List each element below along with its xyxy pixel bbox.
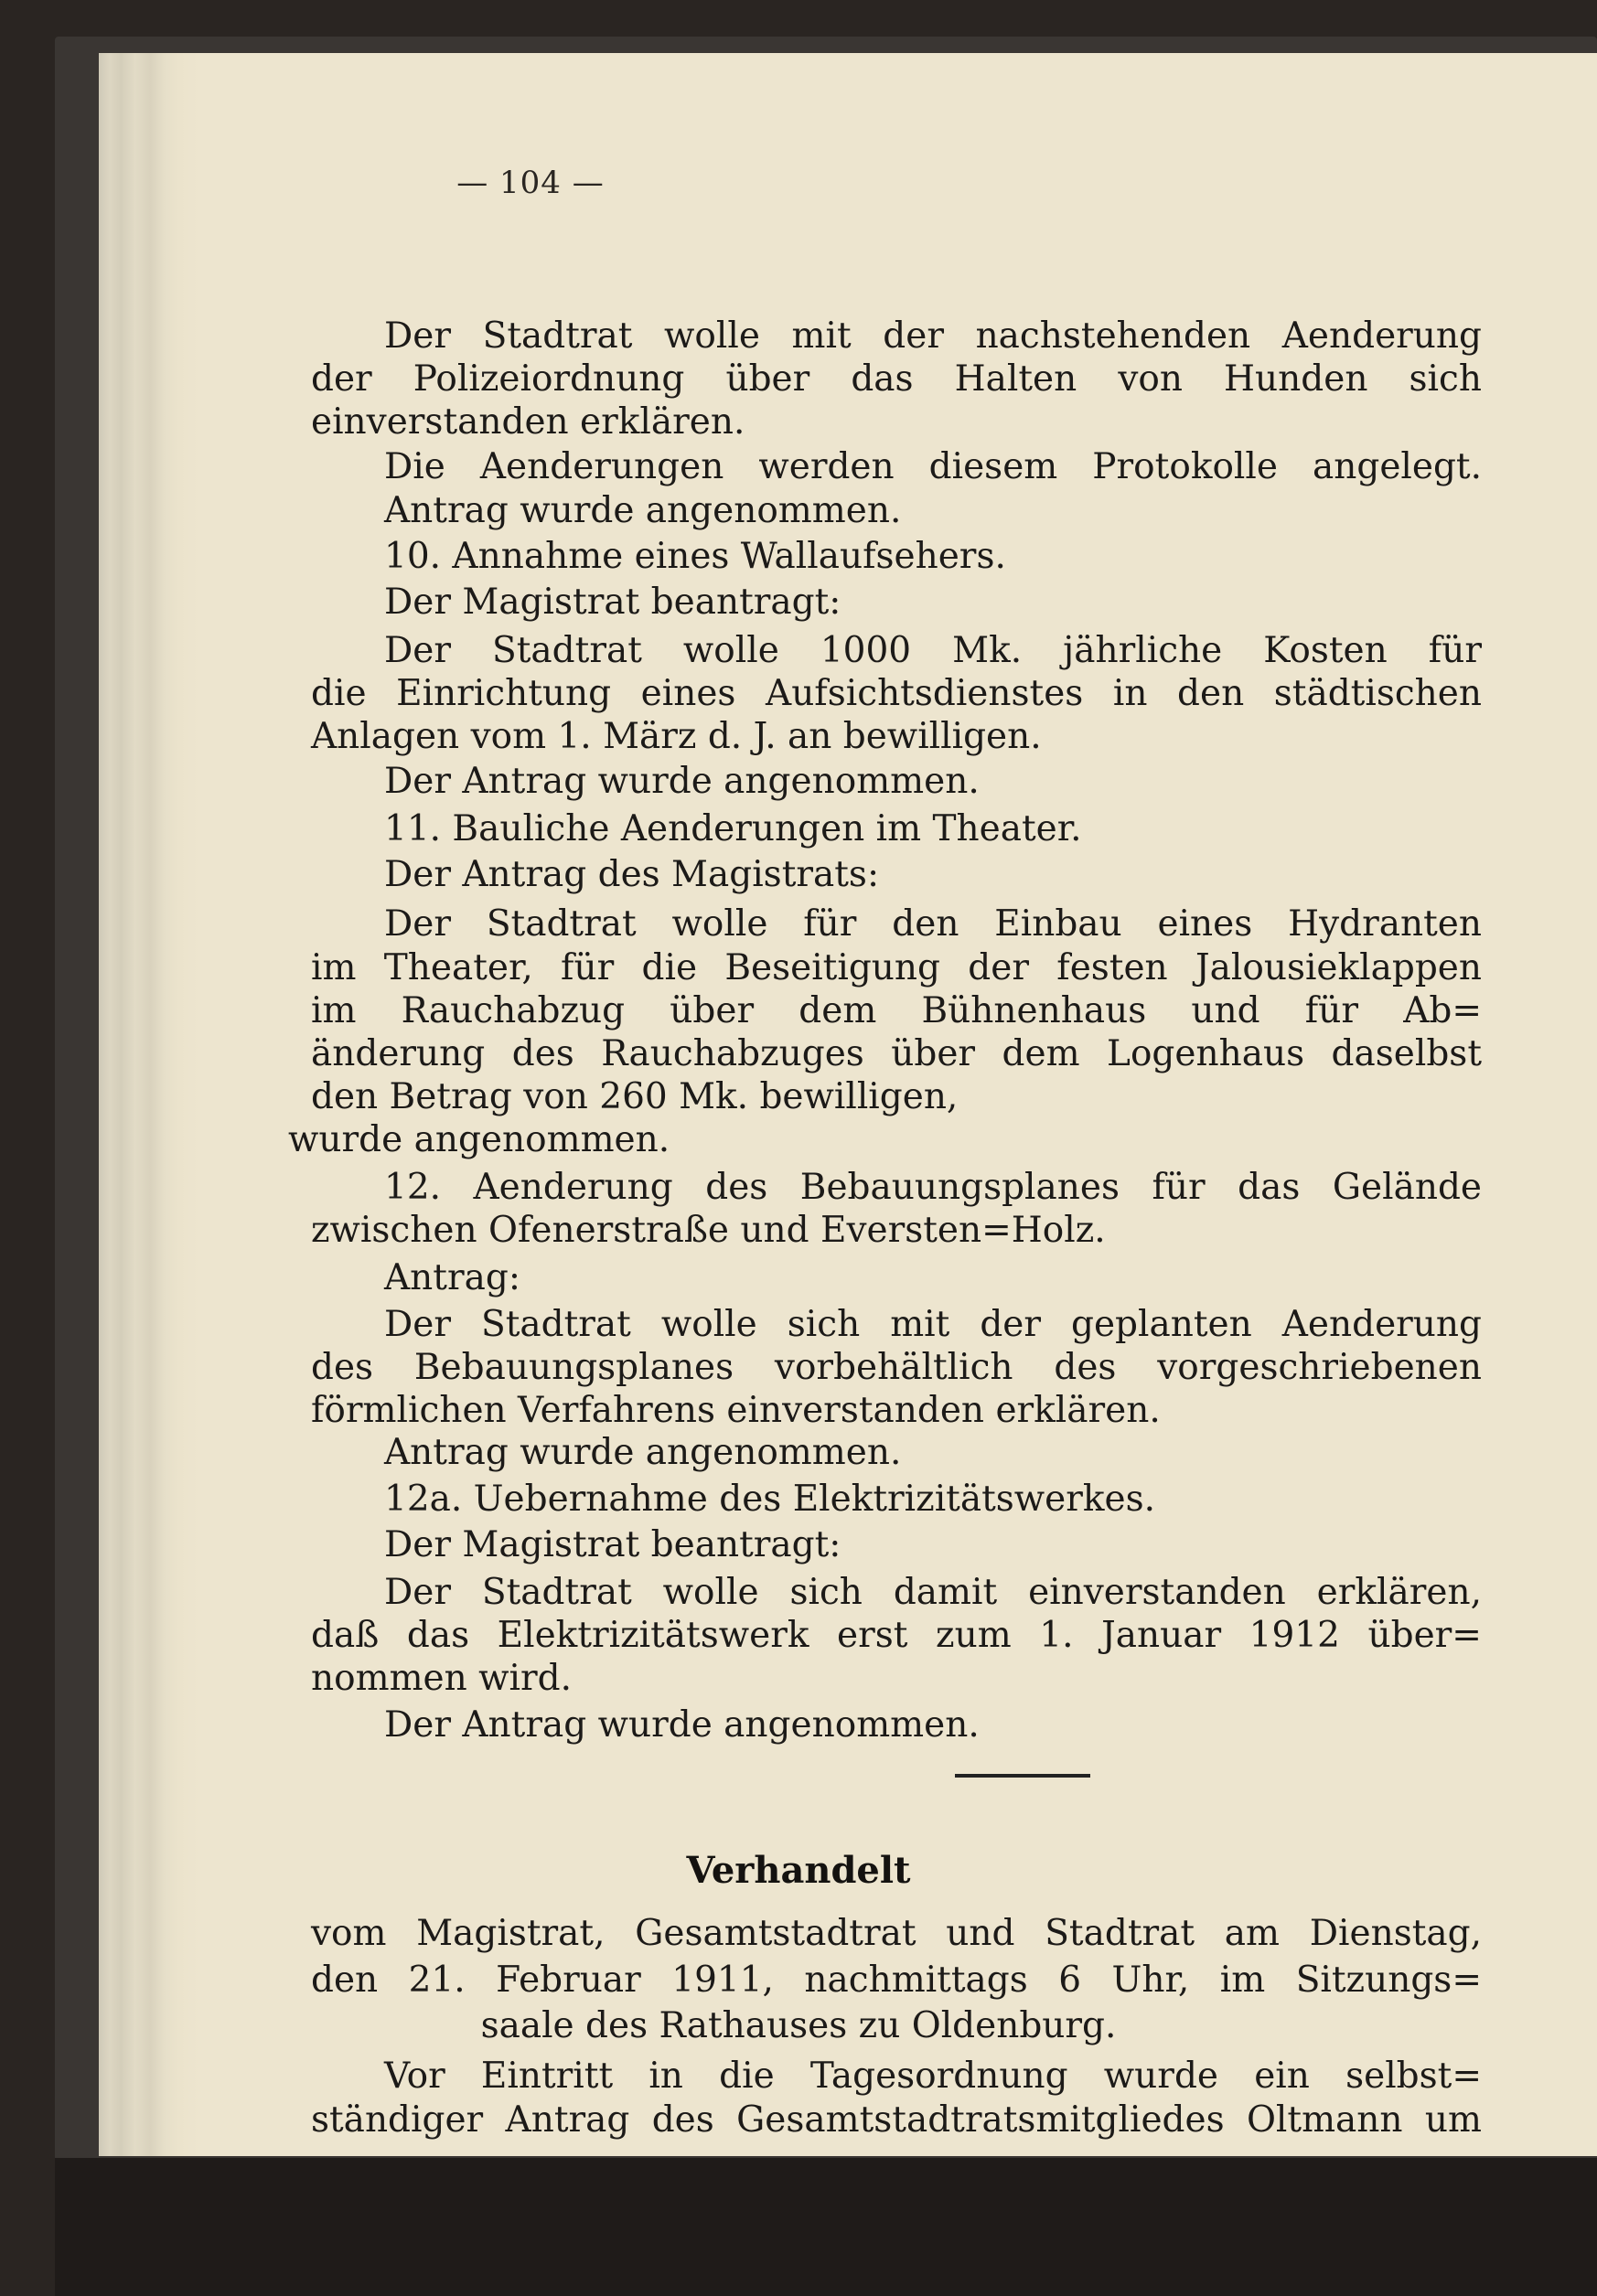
section-heading-12: 12. Aenderung des Bebauungsplanes für das Gelände [384,1167,1482,1208]
text-line: den Betrag von 260 Mk. bewilligen, [311,1076,959,1117]
text-line: Antrag: [384,1257,520,1298]
text-line: Der Stadtrat wolle sich damit einverstanden erklären, [384,1572,1482,1613]
text-line: einverstanden erklären. [311,401,745,443]
text-line: saale des Rathauses zu Oldenburg. [480,2005,1117,2046]
text-line: im Theater, für die Beseitigung der festen Jalousieklappen [311,947,1482,988]
section-heading-10: 10. Annahme eines Wallaufsehers. [384,536,1006,577]
text-line: Antrag wurde angenommen. [384,1432,902,1473]
page-number: — 104 — [456,165,605,201]
text-line: Der Stadtrat wolle sich mit der geplanten Aenderung [384,1304,1482,1345]
text-line: der Polizeiordnung über das Halten von Hunden sich [311,358,1482,400]
section-heading-11: 11. Bauliche Aenderungen im Theater. [384,808,1082,849]
text-line: förmlichen Verfahrens einverstanden erklären. [311,1390,1161,1431]
text-line: Der Stadtrat wolle für den Einbau eines Hydranten [384,903,1482,945]
section-heading-12a: 12a. Uebernahme des Elektrizitätswerkes. [384,1479,1156,1520]
text-line: Der Stadtrat wolle mit der nachstehenden Aenderung [384,315,1482,357]
text-line: Der Magistrat beantragt: [384,582,841,623]
text-line: die Einrichtung eines Aufsichtsdienstes in den städtischen [311,673,1482,714]
text-line: änderung des Rauchabzuges über dem Logenhaus daselbst [311,1033,1482,1074]
text-line: zwischen Ofenerstraße und Eversten=Holz. [311,1210,1106,1251]
text-line: Antrag wurde angenommen. [384,490,902,531]
text-line: Der Antrag wurde angenommen. [384,761,980,802]
text-line: ständiger Antrag des Gesamtstadtratsmitgliedes Oltmann um [311,2099,1482,2141]
text-line: Die Aenderungen werden diesem Protokolle angelegt. [384,446,1482,487]
text-line: Anlagen vom 1. März d. J. an bewilligen. [311,716,1042,757]
section-heading-verhandelt: Verhandelt [686,1849,911,1892]
text-line: Der Antrag des Magistrats: [384,854,880,895]
text-line: daß das Elektrizitätswerk erst zum 1. Januar 1912 über= [311,1615,1482,1656]
text-line: Vor Eintritt in die Tagesordnung wurde ein selbst= [384,2056,1482,2097]
text-line: im Rauchabzug über dem Bühnenhaus und für Ab= [311,990,1482,1031]
text-line: Der Magistrat beantragt: [384,1524,841,1565]
text-line: Der Antrag wurde angenommen. [384,1704,980,1746]
text-line: wurde angenommen. [288,1119,670,1160]
section-divider [955,1774,1090,1778]
text-line: vom Magistrat, Gesamtstadtrat und Stadtrat am Dienstag, [311,1913,1482,1954]
text-line: den 21. Februar 1911, nachmittags 6 Uhr, im Sitzungs= [311,1960,1482,2001]
scan-background [55,2158,1597,2296]
text-line: nommen wird. [311,1658,573,1699]
text-line: Der Stadtrat wolle 1000 Mk. jährliche Kosten für [384,630,1482,671]
text-line: des Bebauungsplanes vorbehältlich des vorgeschriebenen [311,1347,1482,1388]
